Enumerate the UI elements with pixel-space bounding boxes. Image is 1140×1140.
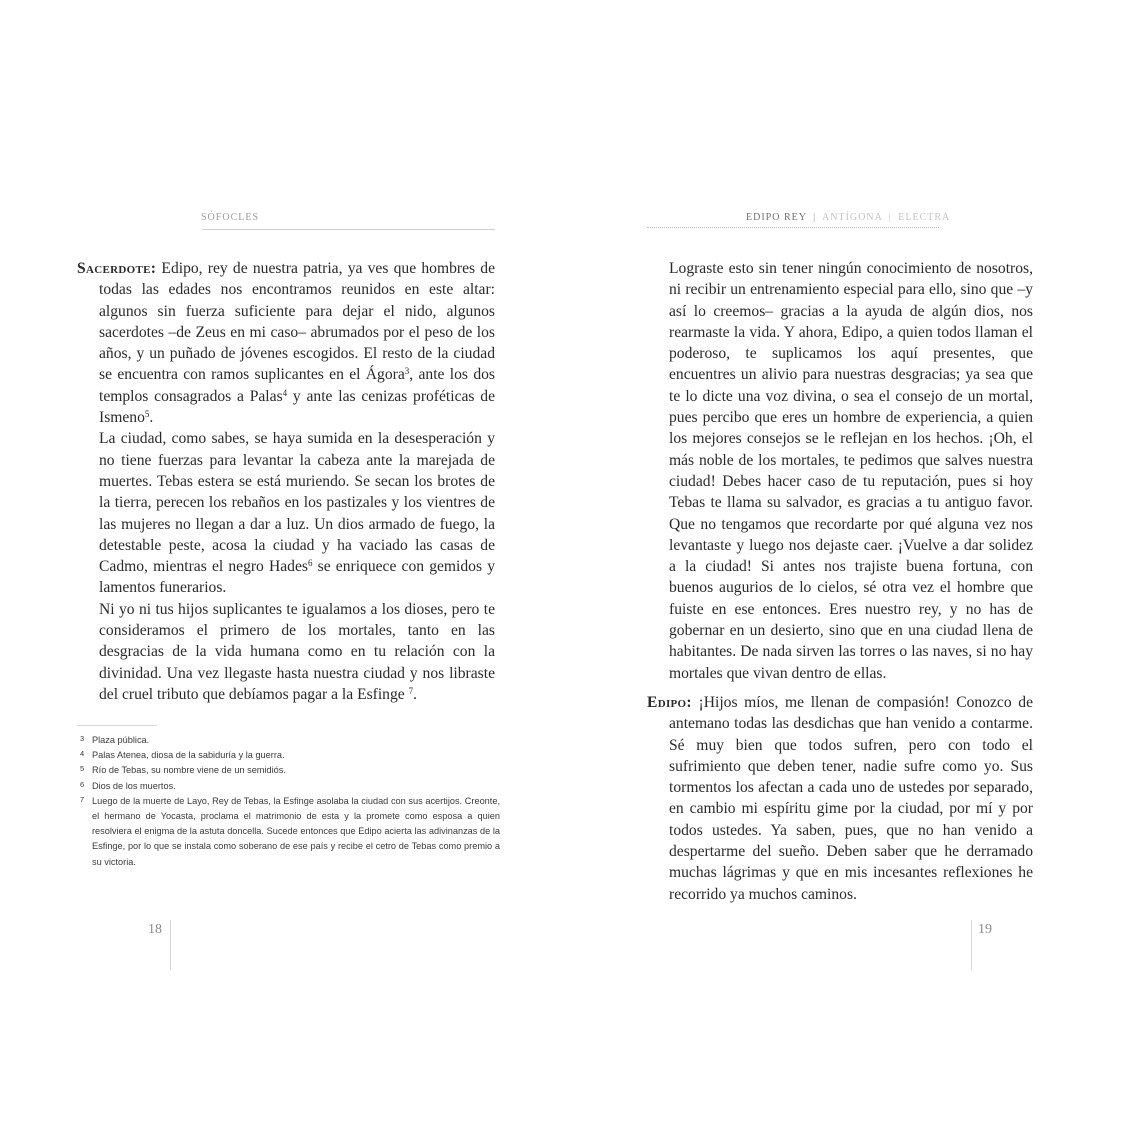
running-head-titles <box>746 212 950 223</box>
footnote <box>80 779 500 794</box>
page-number: 19 <box>978 922 992 937</box>
footnote-number: 4 <box>80 749 85 759</box>
speech-edipo: Edipo: ¡Hijos míos, me llenan de compasión! Conozco de antemano todas las desdichas que han venido a contarme. Sé muy bien que todos sufren, pero con todo el sufrimiento que deben tener, nadie sufre como yo. Sus tormentos los afectan a cada uno de ustedes por separado, en cambio mi espíritu gime por la ciudad, por mí y por todos ustedes. Ya saben, pues, que no han venido a despertarme del sueño. Deben saber que he derramado muchas lágrimas y que en mis incesantes reflexiones he recorrido ya muchos caminos. <box>647 693 1033 903</box>
speaker-label: Sacerdote: <box>77 260 157 277</box>
footnote-ref[interactable]: 5 <box>144 409 150 420</box>
running-head-separator: | <box>888 212 892 223</box>
footnote-separator <box>77 725 157 726</box>
main-text-left <box>77 258 495 705</box>
speaker-label: Edipo: <box>647 693 692 711</box>
footnote-text: Dios de los muertos. <box>92 780 176 791</box>
footnote-text: Plaza pública. <box>92 735 150 745</box>
running-head-other-title: ANTÍGONA <box>822 212 883 223</box>
footnote-number: 3 <box>80 734 85 743</box>
right-page <box>570 0 1140 1140</box>
folio-rule <box>971 920 972 970</box>
footnote-ref[interactable]: 7 <box>408 685 414 696</box>
footnote-text: Luego de la muerte de Layo, Rey de Tebas, la Esfinge asolaba la ciudad con sus acertijos. Creonte, el hermano de Yocasta, proclama el matrimonio de esta y la promete como esposa a quien resolviera el enigma de la astuta doncella. Sucede entonces que Edipo acierta las adivinanzas de la Esfinge, por lo que se instala como soberano de ese país y recibe el cetro de Tebas como premio a su victoria. <box>92 795 500 867</box>
running-head-separator: | <box>813 212 817 223</box>
folio-rule <box>170 920 171 970</box>
footnote-text: Río de Tebas, su nombre viene de un semidiós. <box>92 765 286 776</box>
running-head-other-title: ELECTRA <box>898 212 951 223</box>
footnote-number: 5 <box>80 764 85 774</box>
footnote-text: Palas Atenea, diosa de la sabiduría y la guerra. <box>92 750 285 761</box>
footnote <box>80 794 500 870</box>
footnote-ref[interactable]: 4 <box>282 387 288 398</box>
footnote <box>80 733 500 748</box>
header-rule <box>647 227 939 228</box>
running-head-current-title: EDIPO REY <box>746 212 807 223</box>
paragraph-continuation: Lograste esto sin tener ningún conocimiento de nosotros, ni recibir un entrenamiento especial para ello, sino que –y así lo creemos– gracias a la ayuda de algún dios, nos rearmaste la vida. Y ahora, Edipo, a quien todos llaman el poderoso, te suplicamos los aquí presentes, que encuentres un alivio para nuestras desgracias; ya sea que te lo dicte una voz divina, o sea el consejo de un mortal, pues percibo que eres un hombre de experiencia, a quien los mejores consejos se le reflejan en los hechos. ¡Oh, el más noble de los mortales, te pedimos que salves nuestra ciudad! Debes hacer caso de tu reputación, pues si hoy Tebas te llama su salvador, es gracias a tu antiguo favor. Que no tengamos que recordarte por qué alguna vez nos levantaste y luego nos dejaste caer. ¡Vuelve a dar solidez a la ciudad! Si antes nos trajiste buena fortuna, con buenos augurios de lo cielos, sé otra vez el hombre que fuiste en ese entonces. Eres nuestro rey, y no has de gobernar en un desierto, sino que en una ciudad llena de habitantes. De nada sirven las torres o las naves, si no hay mortales que vivan dentro de ellas. <box>669 260 1033 682</box>
speech-sacerdote: Sacerdote: Edipo, rey de nuestra patria, ya ves que hombres de todas las edades nos encontramos reunidos en este altar: algunos sin fuerza suficiente para dejar el nido, algunos sacerdotes –de Zeus en mi caso– abrumados por el peso de los años, y un puñado de jóvenes escogidos. El resto de la ciudad se encuentra con ramos suplicantes en el Ágora$^3$, ante los dos templos consagrados a Palas$^4$ y ante las cenizas proféticas de Ismeno$^5$. <box>77 260 495 427</box>
footnote <box>80 763 500 778</box>
footnote-number: 7 <box>80 794 85 804</box>
footnote <box>80 748 500 763</box>
footnote-ref[interactable]: 6 <box>307 558 313 569</box>
page-number: 18 <box>148 922 162 937</box>
footnote-ref[interactable]: 3 <box>404 366 410 377</box>
spacer <box>647 684 1033 692</box>
running-head-author: SÓFOCLES <box>201 212 260 223</box>
header-rule <box>202 229 495 230</box>
footnotes <box>80 733 500 870</box>
main-text-right <box>647 258 1033 905</box>
footnote-number: 6 <box>80 779 85 789</box>
paragraph: Ni yo ni tus hijos suplicantes te igualamos a los dioses, pero te consideramos el primero de los mortales, tanto en las desgracias de la vida humana como en tu relación con la divinidad. Una vez llegaste hasta nuestra ciudad y nos libraste del cruel tributo que debíamos pagar a la Esfinge $^7$. <box>99 600 495 703</box>
paragraph: La ciudad, como sabes, se haya sumida en la desesperación y no tiene fuerzas para levantar la cabeza ante la marejada de muertes. Tebas estera se está muriendo. Se secan los brotes de la tierra, perecen los rebaños en los pastizales y los vientres de las mujeres no llegan a dar a luz. Un dios armado de fuego, la detestable peste, acosa la ciudad y ha vaciado las casas de Cadmo, mientras el negro Hades$^6$ se enriquece con gemidos y lamentos funerarios. <box>99 430 495 597</box>
